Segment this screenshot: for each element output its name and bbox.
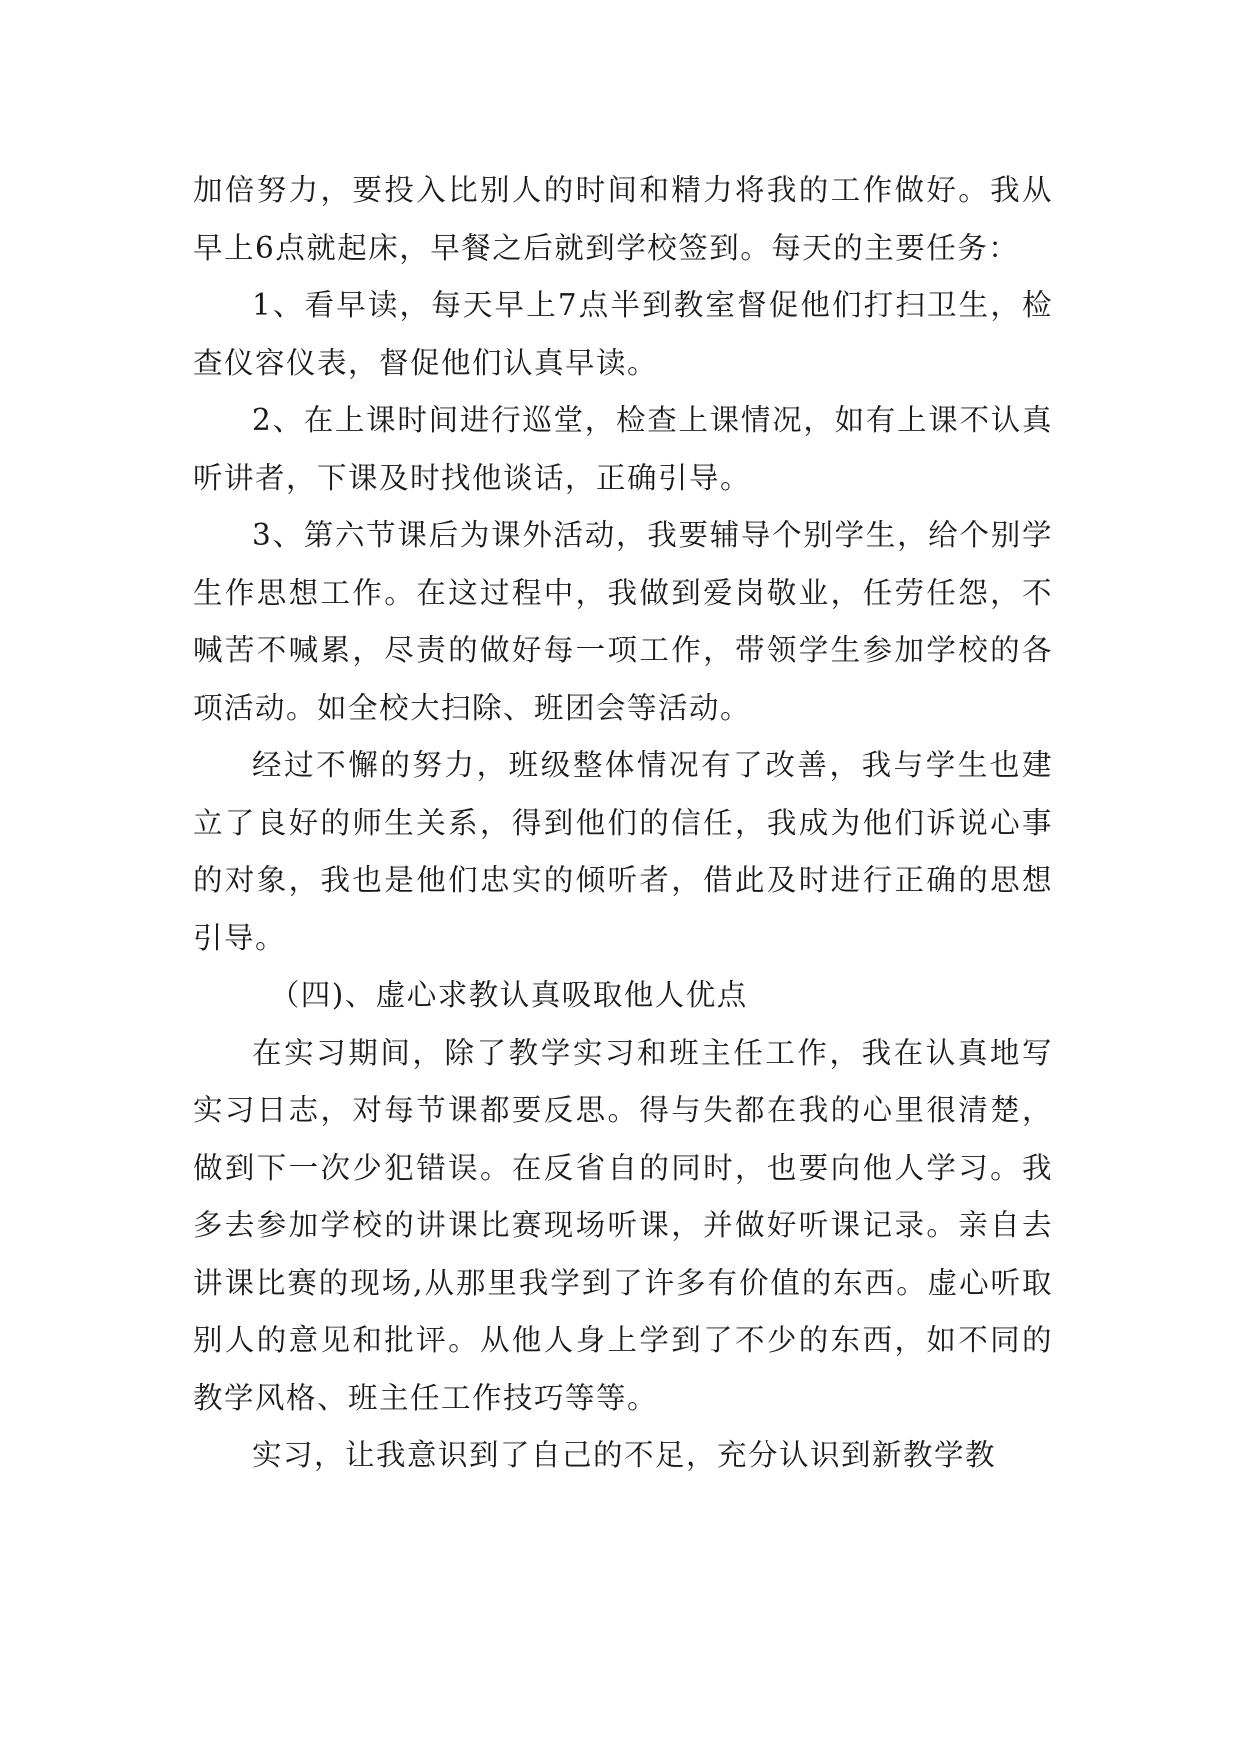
paragraph-conclusion: 实习，让我意识到了自己的不足，充分认识到新教学教 [252, 1438, 997, 1472]
paragraph-results: 经过不懈的努力，班级整体情况有了改善，我与学生也建立了良好的师生关系，得到他们的信任，我成为他们诉说心事的对象，我也是他们忠实的倾听者，借此及时进行正确的思想引导。 [193, 748, 1053, 955]
list-item-3: 3、第六节课后为课外活动，我要辅导个别学生，给个别学生作思想工作。在这过程中，我做到爱岗敬业，任劳任怨，不喊苦不喊累，尽责的做好每一项工作，带领学生参加学校的各项活动。如全校大扫除、班团会等活动。 [193, 518, 1053, 725]
list-item-1: 1、看早读，每天早上7点半到教室督促他们打扫卫生，检查仪容仪表，督促他们认真早读。 [193, 288, 1053, 380]
list-item-2: 2、在上课时间进行巡堂，检查上课情况，如有上课不认真听讲者，下课及时找他谈话，正确引导。 [193, 403, 1053, 495]
document-body [193, 162, 1053, 1485]
paragraph-continuation: 加倍努力，要投入比别人的时间和精力将我的工作做好。我从早上6点就起床，早餐之后就到学校签到。每天的主要任务： [193, 173, 1053, 265]
section-heading: （四)、虚心求教认真吸取他人优点 [269, 978, 748, 1012]
paragraph-learning: 在实习期间，除了教学实习和班主任工作，我在认真地写实习日志，对每节课都要反思。得与失都在我的心里很清楚，做到下一次少犯错误。在反省自的同时，也要向他人学习。我多去参加学校的讲课比赛现场听课，并做好听课记录。亲自去讲课比赛的现场,从那里我学到了许多有价值的东西。虚心听取别人的意见和批评。从他人身上学到了不少的东西，如不同的教学风格、班主任工作技巧等等。 [193, 1035, 1053, 1415]
